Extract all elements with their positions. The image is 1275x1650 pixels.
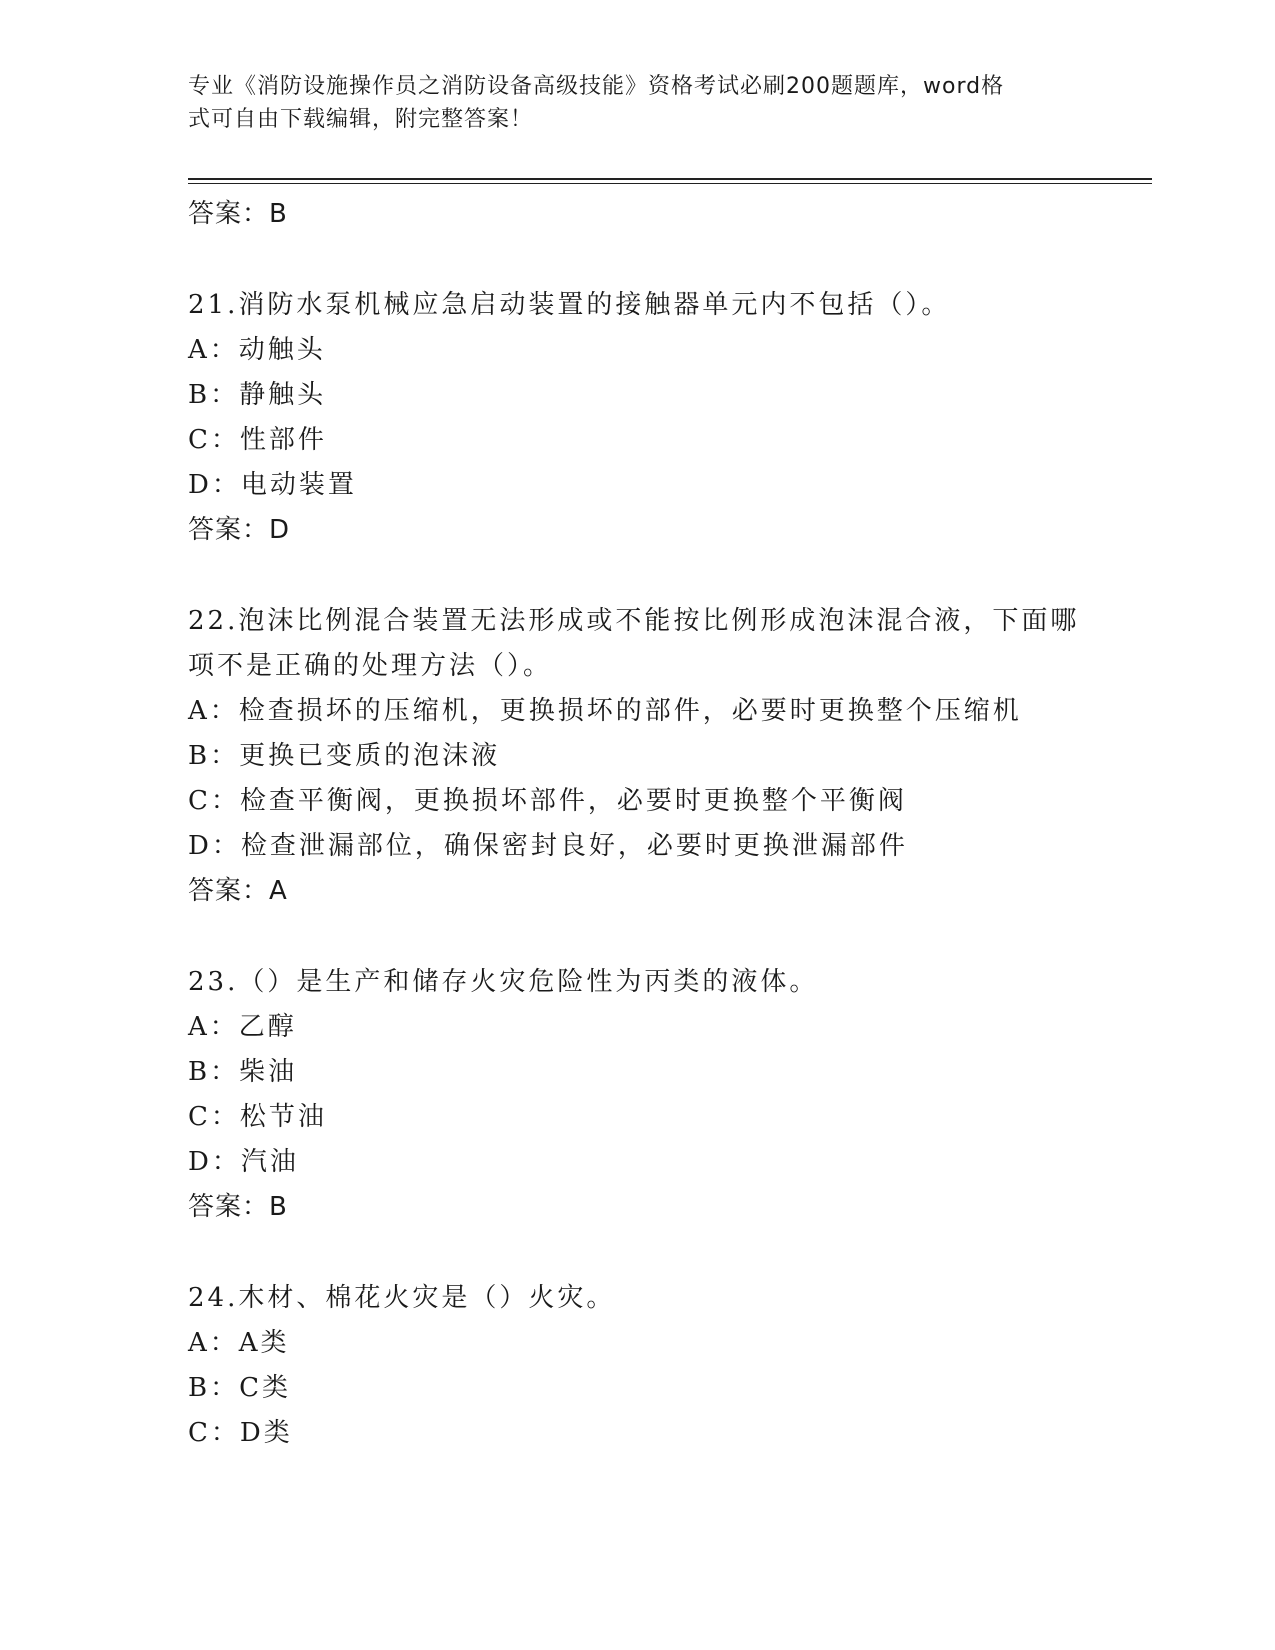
question-21-option-b: B：静触头 [188, 380, 327, 410]
question-23-option-b: B：柴油 [188, 1057, 298, 1087]
page-header [188, 70, 1068, 136]
question-22-option-b: B：更换已变质的泡沫液 [188, 741, 501, 771]
previous-answer: 答案：B [188, 199, 288, 229]
question-22-answer: 答案：A [188, 876, 288, 906]
question-24-option-c: C：D类 [188, 1418, 293, 1448]
header-line-1: 专业《消防设施操作员之消防设备高级技能》资格考试必刷200题题库，word格 [188, 74, 1005, 99]
question-21-option-d: D：电动装置 [188, 470, 357, 500]
question-23-option-d: D：汽油 [188, 1147, 299, 1177]
question-22-option-d: D：检查泄漏部位，确保密封良好，必要时更换泄漏部件 [188, 831, 908, 861]
question-24-option-b: B：C类 [188, 1373, 292, 1403]
question-24-text: 24.木材、棉花火灾是（）火灾。 [188, 1283, 616, 1313]
header-line-2: 式可自由下载编辑，附完整答案！ [188, 107, 534, 132]
question-23-option-c: C：松节油 [188, 1102, 327, 1132]
question-24-option-a: A：A类 [188, 1328, 290, 1358]
header-rule-thick [188, 178, 1152, 180]
header-rule-thin [188, 183, 1152, 184]
question-23-text: 23.（）是生产和储存火灾危险性为丙类的液体。 [188, 967, 819, 997]
question-22-text-line-1: 22.泡沫比例混合装置无法形成或不能按比例形成泡沫混合液，下面哪 [188, 606, 1080, 636]
question-22-option-a: A：检查损坏的压缩机，更换损坏的部件，必要时更换整个压缩机 [188, 696, 1022, 726]
question-22-text-line-2: 项不是正确的处理方法（）。 [188, 651, 553, 681]
question-21-option-c: C：性部件 [188, 425, 327, 455]
question-22-option-c: C：检查平衡阀，更换损坏部件，必要时更换整个平衡阀 [188, 786, 907, 816]
question-21-option-a: A：动触头 [188, 335, 326, 365]
question-23-option-a: A：乙醇 [188, 1012, 297, 1042]
question-21-text: 21.消防水泵机械应急启动装置的接触器单元内不包括（）。 [188, 290, 951, 320]
question-23-answer: 答案：B [188, 1192, 288, 1222]
question-21-answer: 答案：D [188, 515, 291, 545]
